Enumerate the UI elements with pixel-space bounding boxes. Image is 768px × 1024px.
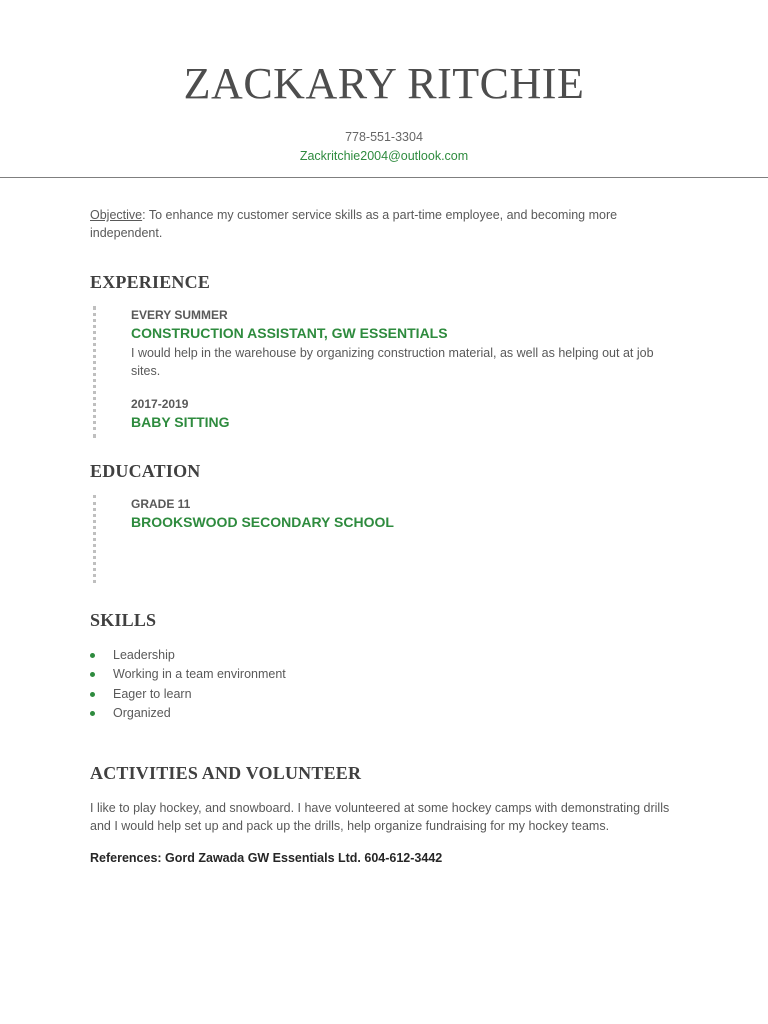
header-divider — [0, 177, 768, 178]
objective-text: : To enhance my customer service skills as a part-time employee, and becoming more independent. — [90, 208, 618, 240]
skill-item — [90, 704, 286, 723]
skills-list — [90, 646, 286, 723]
entry-role: BROOKSWOOD SECONDARY SCHOOL — [131, 514, 394, 530]
skill-item — [90, 685, 286, 704]
bullet-icon — [90, 711, 95, 716]
education-timeline — [93, 495, 96, 583]
bullet-icon — [90, 653, 95, 658]
skill-item — [90, 665, 286, 684]
entry-date: EVERY SUMMER — [131, 308, 228, 322]
references-line: References: Gord Zawada GW Essentials Ltd. 604-612-3442 — [90, 851, 443, 865]
education-heading: EDUCATION — [90, 461, 201, 481]
entry-role: BABY SITTING — [131, 414, 230, 430]
email-address[interactable]: Zackritchie2004@outlook.com — [299, 149, 469, 163]
experience-timeline — [93, 306, 96, 438]
resume-name: ZACKARY RITCHIE — [183, 59, 585, 108]
phone-number: 778-551-3304 — [345, 130, 423, 144]
skill-label: Organized — [113, 705, 171, 720]
skill-label: Leadership — [113, 648, 175, 662]
skill-label: Working in a team environment — [113, 667, 286, 682]
experience-entry — [131, 308, 671, 380]
objective-label: Objective — [90, 208, 143, 222]
bullet-icon — [90, 692, 95, 697]
objective-paragraph — [90, 206, 650, 242]
skills-heading: SKILLS — [90, 610, 157, 630]
skill-item — [90, 646, 286, 665]
entry-date: GRADE 11 — [131, 497, 191, 511]
entry-role: CONSTRUCTION ASSISTANT, GW ESSENTIALS — [131, 325, 448, 341]
experience-heading: EXPERIENCE — [90, 272, 211, 292]
education-entry — [131, 497, 671, 530]
activities-paragraph: I like to play hockey, and snowboard. I have volunteered at some hockey camps with demonstrating drills and I would help set up and pack up the drills, help organize fundraising for my hockey teams. — [90, 801, 670, 833]
entry-description: I would help in the warehouse by organizing construction material, as well as helping out at job sites. — [131, 346, 654, 378]
experience-entry — [131, 397, 671, 430]
entry-date: 2017-2019 — [131, 397, 189, 411]
activities-heading: ACTIVITIES AND VOLUNTEER — [90, 763, 362, 783]
skill-label: Eager to learn — [113, 686, 192, 701]
bullet-icon — [90, 672, 95, 677]
